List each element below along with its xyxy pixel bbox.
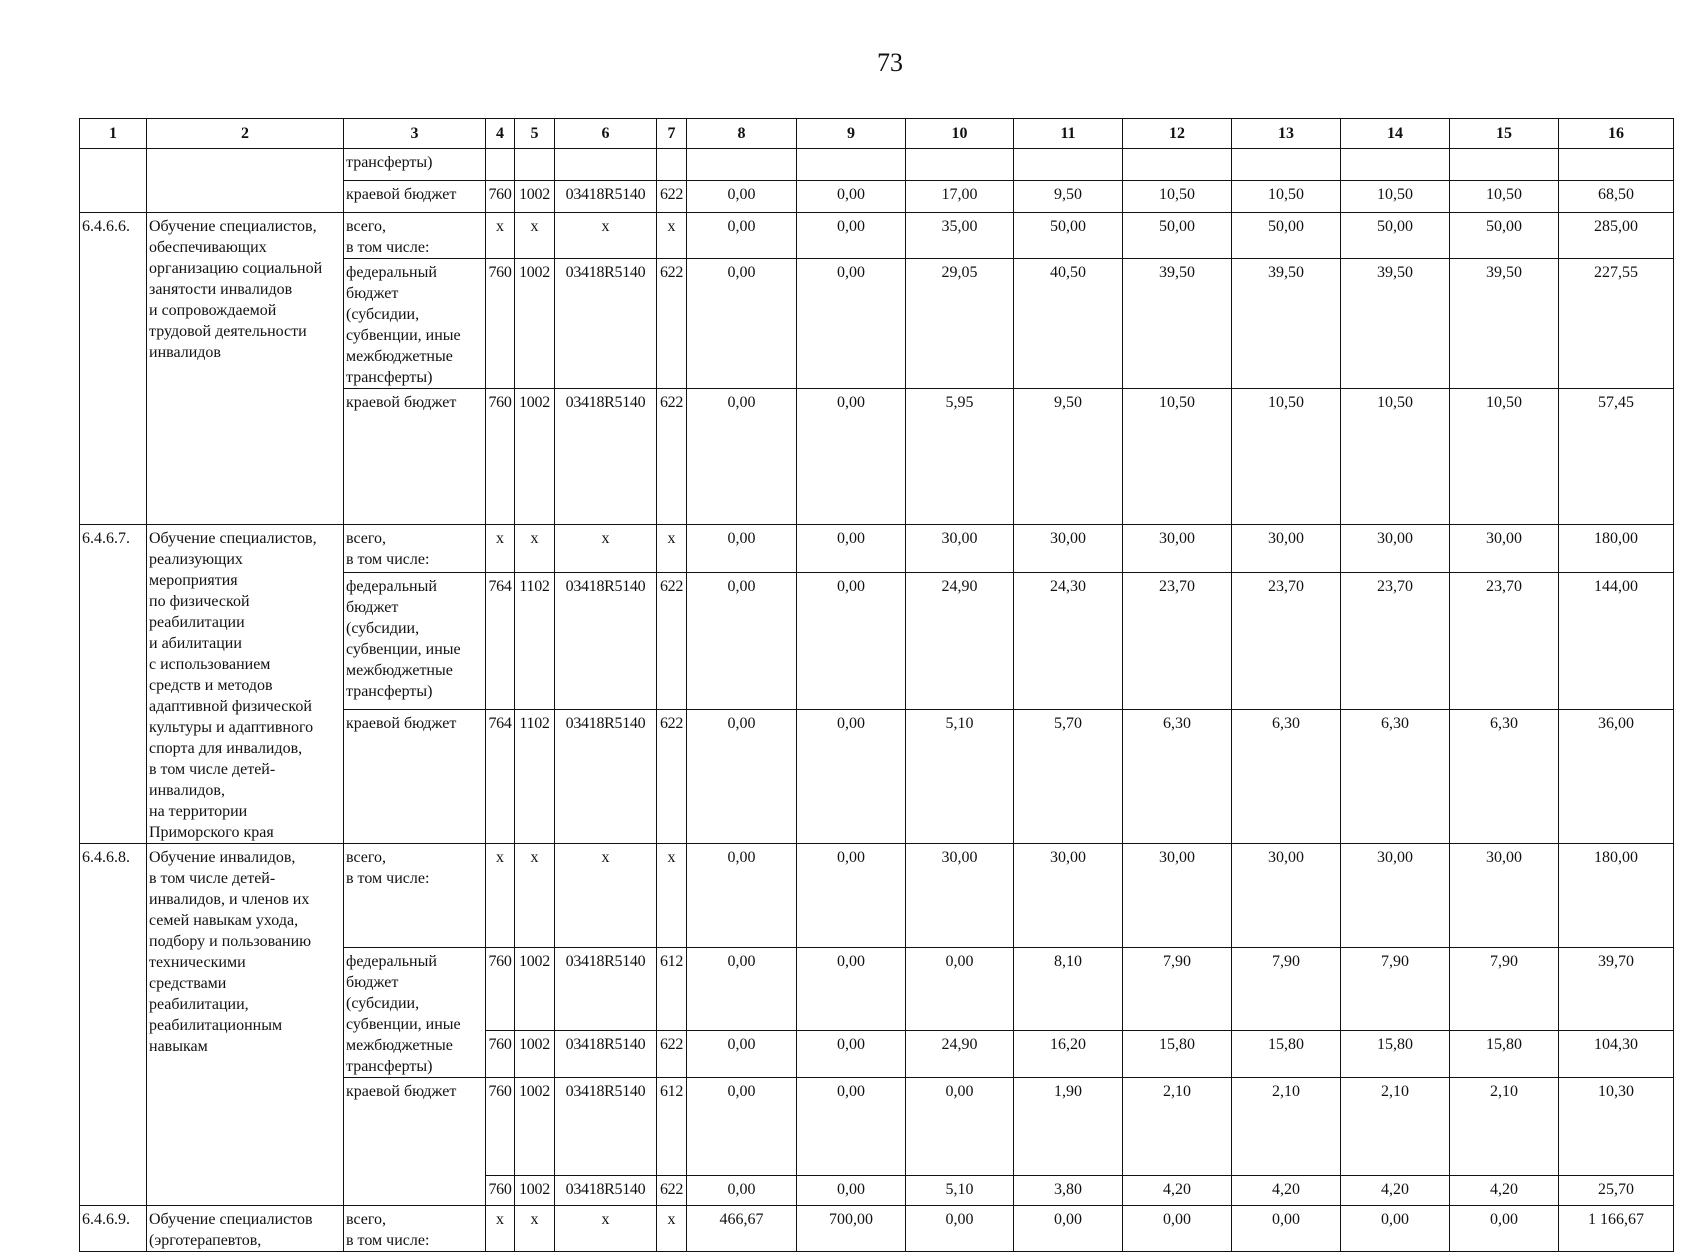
cell-value-col9: 0,00 [797,389,906,525]
cell-name [147,149,344,213]
cell-value-col8: 0,00 [687,181,797,213]
cell-value-col9 [797,149,906,181]
cell-target-article: 03418R5140 [555,389,657,525]
cell-id: 6.4.6.8. [80,844,147,1206]
cell-expense-type: 622 [657,181,687,213]
cell-value-col13 [1232,149,1341,181]
cell-value-col13: 6,30 [1232,709,1341,843]
cell-value-col12 [1123,149,1232,181]
cell-expense-type: 622 [657,573,687,709]
cell-source: трансферты) [344,149,486,181]
cell-value-col15: 6,30 [1450,709,1559,843]
cell-value-col12: 0,00 [1123,1206,1232,1252]
cell-value-col11: 8,10 [1014,948,1123,1031]
cell-target-article: 03418R5140 [555,948,657,1031]
header-col-2: 2 [147,119,344,149]
cell-value-col11 [1014,149,1123,181]
cell-value-col12: 2,10 [1123,1078,1232,1176]
cell-value-col14: 6,30 [1341,709,1450,843]
cell-value-col13: 4,20 [1232,1176,1341,1206]
cell-empty [515,149,555,181]
cell-empty [657,149,687,181]
cell-value-col16: 1 166,67 [1559,1206,1674,1252]
cell-value-col9: 0,00 [797,1176,906,1206]
cell-c6: x [555,844,657,948]
cell-name: Обучение инвалидов, в том числе детей- инвалидов, и членов их семей навыкам ухода, подбору и пользованию техническими средствами реабилитации, реабилитационным навыкам [147,844,344,1206]
cell-c5: x [515,213,555,259]
cell-c6: x [555,525,657,573]
cell-value-col10 [906,149,1014,181]
cell-target-article: 03418R5140 [555,259,657,389]
header-col-9: 9 [797,119,906,149]
cell-value-col9: 0,00 [797,259,906,389]
cell-empty [555,149,657,181]
cell-source: всего, в том числе: [344,844,486,948]
cell-section: 1102 [515,573,555,709]
header-col-10: 10 [906,119,1014,149]
cell-c4: x [486,1206,515,1252]
header-col-12: 12 [1123,119,1232,149]
cell-value-col13: 2,10 [1232,1078,1341,1176]
cell-chapter: 760 [486,1078,515,1176]
cell-value-col12: 10,50 [1123,389,1232,525]
budget-table [79,118,1674,1252]
cell-target-article: 03418R5140 [555,573,657,709]
cell-c6: x [555,1206,657,1252]
cell-section: 1002 [515,259,555,389]
cell-value-col12: 4,20 [1123,1176,1232,1206]
cell-value-col12: 7,90 [1123,948,1232,1031]
cell-expense-type: 622 [657,709,687,843]
cell-value-col13: 0,00 [1232,1206,1341,1252]
cell-value-col11: 9,50 [1014,181,1123,213]
cell-id: 6.4.6.9. [80,1206,147,1252]
cell-value-col8: 0,00 [687,1078,797,1176]
cell-c5: x [515,844,555,948]
cell-id: 6.4.6.6. [80,213,147,525]
cell-source: краевой бюджет [344,1078,486,1206]
cell-value-col12: 39,50 [1123,259,1232,389]
cell-value-col10: 0,00 [906,1206,1014,1252]
cell-target-article: 03418R5140 [555,1078,657,1176]
header-col-14: 14 [1341,119,1450,149]
cell-value-col9: 0,00 [797,844,906,948]
cell-source: краевой бюджет [344,389,486,525]
cell-value-col13: 50,00 [1232,213,1341,259]
page-number: 73 [877,48,903,77]
cell-value-col14: 7,90 [1341,948,1450,1031]
cell-source: всего, в том числе: [344,1206,486,1252]
cell-value-col11: 30,00 [1014,844,1123,948]
cell-value-col14 [1341,149,1450,181]
cell-value-col14: 10,50 [1341,389,1450,525]
cell-value-col14: 50,00 [1341,213,1450,259]
cell-section: 1002 [515,181,555,213]
cell-c6: x [555,213,657,259]
cell-value-col16: 68,50 [1559,181,1674,213]
cell-expense-type: 622 [657,259,687,389]
cell-source: федеральный бюджет (субсидии, субвенции, иные межбюджетные трансферты) [344,573,486,709]
cell-name: Обучение специалистов, реализующих мероприятия по физической реабилитации и абилитации с использованием средств и методов адаптивной физической культуры и адаптивного спорта для инвалидов, в том числе детей- инвалидов, на территории Приморского края [147,525,344,844]
table-row-total [80,1206,1674,1252]
cell-value-col11: 24,30 [1014,573,1123,709]
cell-section: 1002 [515,389,555,525]
cell-value-col11: 16,20 [1014,1030,1123,1077]
cell-value-col10: 35,00 [906,213,1014,259]
cell-value-col15: 7,90 [1450,948,1559,1031]
cell-chapter: 764 [486,573,515,709]
header-col-5: 5 [515,119,555,149]
cell-value-col11: 5,70 [1014,709,1123,843]
header-col-8: 8 [687,119,797,149]
cell-value-col8: 0,00 [687,389,797,525]
cell-value-col12: 10,50 [1123,181,1232,213]
cell-value-col9: 0,00 [797,181,906,213]
table-row-total [80,213,1674,259]
cell-value-col16 [1559,149,1674,181]
cell-value-col12: 6,30 [1123,709,1232,843]
header-col-3: 3 [344,119,486,149]
cell-value-col15: 50,00 [1450,213,1559,259]
cell-value-col13: 7,90 [1232,948,1341,1031]
cell-expense-type: 612 [657,948,687,1031]
cell-chapter: 760 [486,1176,515,1206]
cell-value-col16: 180,00 [1559,844,1674,948]
cell-value-col16: 144,00 [1559,573,1674,709]
cell-value-col8: 0,00 [687,573,797,709]
cell-value-col10: 0,00 [906,948,1014,1031]
cell-value-col15: 0,00 [1450,1206,1559,1252]
cell-value-col8: 466,67 [687,1206,797,1252]
cell-value-col9: 0,00 [797,709,906,843]
table-row-total [80,525,1674,573]
cell-value-col10: 0,00 [906,1078,1014,1176]
cell-value-col12: 23,70 [1123,573,1232,709]
cell-value-col16: 104,30 [1559,1030,1674,1077]
cell-chapter: 760 [486,1030,515,1077]
cell-value-col12: 50,00 [1123,213,1232,259]
cell-value-col9: 0,00 [797,213,906,259]
cell-value-col9: 0,00 [797,1030,906,1077]
cell-id: 6.4.6.7. [80,525,147,844]
cell-c7: x [657,1206,687,1252]
cell-value-col13: 15,80 [1232,1030,1341,1077]
cell-value-col11: 3,80 [1014,1176,1123,1206]
cell-value-col10: 5,10 [906,709,1014,843]
cell-value-col8 [687,149,797,181]
cell-c5: x [515,525,555,573]
header-col-16: 16 [1559,119,1674,149]
cell-value-col14: 10,50 [1341,181,1450,213]
cell-value-col13: 10,50 [1232,181,1341,213]
cell-value-col15: 10,50 [1450,389,1559,525]
cell-value-col13: 39,50 [1232,259,1341,389]
cell-value-col11: 40,50 [1014,259,1123,389]
cell-value-col15 [1450,149,1559,181]
cell-empty [486,149,515,181]
cell-name: Обучение специалистов, обеспечивающих организацию социальной занятости инвалидов и сопровождаемой трудовой деятельности инвалидов [147,213,344,525]
cell-chapter: 760 [486,948,515,1031]
cell-target-article: 03418R5140 [555,1030,657,1077]
table-row-continuation [80,149,1674,181]
cell-value-col9: 0,00 [797,573,906,709]
cell-c4: x [486,213,515,259]
cell-section: 1102 [515,709,555,843]
cell-value-col11: 0,00 [1014,1206,1123,1252]
cell-id [80,149,147,213]
header-col-11: 11 [1014,119,1123,149]
cell-value-col10: 5,10 [906,1176,1014,1206]
header-col-7: 7 [657,119,687,149]
cell-chapter: 764 [486,709,515,843]
header-col-1: 1 [80,119,147,149]
cell-value-col11: 1,90 [1014,1078,1123,1176]
cell-target-article: 03418R5140 [555,1176,657,1206]
cell-value-col15: 39,50 [1450,259,1559,389]
cell-value-col12: 30,00 [1123,525,1232,573]
cell-value-col10: 30,00 [906,844,1014,948]
cell-expense-type: 622 [657,1176,687,1206]
cell-c7: x [657,213,687,259]
cell-value-col14: 15,80 [1341,1030,1450,1077]
cell-section: 1002 [515,1030,555,1077]
cell-section: 1002 [515,948,555,1031]
cell-value-col15: 10,50 [1450,181,1559,213]
cell-value-col8: 0,00 [687,213,797,259]
header-col-6: 6 [555,119,657,149]
cell-source: федеральный бюджет (субсидии, субвенции, иные межбюджетные трансферты) [344,948,486,1078]
cell-value-col16: 57,45 [1559,389,1674,525]
cell-source: краевой бюджет [344,709,486,843]
cell-expense-type: 612 [657,1078,687,1176]
cell-value-col15: 15,80 [1450,1030,1559,1077]
cell-value-col14: 30,00 [1341,525,1450,573]
cell-target-article: 03418R5140 [555,709,657,843]
cell-section: 1002 [515,1078,555,1176]
cell-value-col8: 0,00 [687,1176,797,1206]
cell-source: всего, в том числе: [344,213,486,259]
cell-expense-type: 622 [657,389,687,525]
cell-source: краевой бюджет [344,181,486,213]
cell-value-col14: 0,00 [1341,1206,1450,1252]
cell-value-col10: 5,95 [906,389,1014,525]
cell-value-col14: 39,50 [1341,259,1450,389]
cell-value-col13: 23,70 [1232,573,1341,709]
cell-value-col15: 4,20 [1450,1176,1559,1206]
cell-value-col16: 10,30 [1559,1078,1674,1176]
cell-c7: x [657,525,687,573]
cell-value-col9: 0,00 [797,1078,906,1176]
cell-value-col13: 30,00 [1232,844,1341,948]
cell-value-col16: 180,00 [1559,525,1674,573]
cell-value-col15: 30,00 [1450,525,1559,573]
header-col-15: 15 [1450,119,1559,149]
cell-value-col9: 700,00 [797,1206,906,1252]
cell-source: всего, в том числе: [344,525,486,573]
cell-value-col12: 15,80 [1123,1030,1232,1077]
cell-value-col8: 0,00 [687,1030,797,1077]
header-row [80,119,1674,149]
cell-value-col16: 36,00 [1559,709,1674,843]
cell-section: 1002 [515,1176,555,1206]
cell-value-col14: 4,20 [1341,1176,1450,1206]
cell-value-col8: 0,00 [687,948,797,1031]
cell-value-col10: 29,05 [906,259,1014,389]
cell-value-col8: 0,00 [687,259,797,389]
cell-value-col9: 0,00 [797,525,906,573]
cell-value-col10: 24,90 [906,1030,1014,1077]
cell-value-col8: 0,00 [687,709,797,843]
cell-c7: x [657,844,687,948]
cell-value-col15: 2,10 [1450,1078,1559,1176]
cell-c4: x [486,525,515,573]
cell-value-col8: 0,00 [687,844,797,948]
cell-value-col10: 17,00 [906,181,1014,213]
cell-value-col13: 10,50 [1232,389,1341,525]
cell-value-col12: 30,00 [1123,844,1232,948]
cell-chapter: 760 [486,181,515,213]
cell-value-col9: 0,00 [797,948,906,1031]
cell-expense-type: 622 [657,1030,687,1077]
cell-value-col15: 30,00 [1450,844,1559,948]
cell-value-col14: 23,70 [1341,573,1450,709]
cell-source: федеральный бюджет (субсидии, субвенции, иные межбюджетные трансферты) [344,259,486,389]
cell-value-col10: 30,00 [906,525,1014,573]
header-col-4: 4 [486,119,515,149]
cell-value-col11: 50,00 [1014,213,1123,259]
cell-value-col11: 30,00 [1014,525,1123,573]
cell-value-col8: 0,00 [687,525,797,573]
cell-target-article: 03418R5140 [555,181,657,213]
cell-value-col13: 30,00 [1232,525,1341,573]
cell-value-col16: 39,70 [1559,948,1674,1031]
cell-value-col14: 30,00 [1341,844,1450,948]
cell-value-col15: 23,70 [1450,573,1559,709]
cell-value-col14: 2,10 [1341,1078,1450,1176]
cell-value-col16: 25,70 [1559,1176,1674,1206]
cell-value-col10: 24,90 [906,573,1014,709]
cell-value-col16: 227,55 [1559,259,1674,389]
cell-value-col16: 285,00 [1559,213,1674,259]
table-row-total [80,844,1674,948]
cell-chapter: 760 [486,389,515,525]
cell-value-col11: 9,50 [1014,389,1123,525]
cell-name: Обучение специалистов (эрготерапевтов, [147,1206,344,1252]
cell-c4: x [486,844,515,948]
cell-chapter: 760 [486,259,515,389]
header-col-13: 13 [1232,119,1341,149]
cell-c5: x [515,1206,555,1252]
